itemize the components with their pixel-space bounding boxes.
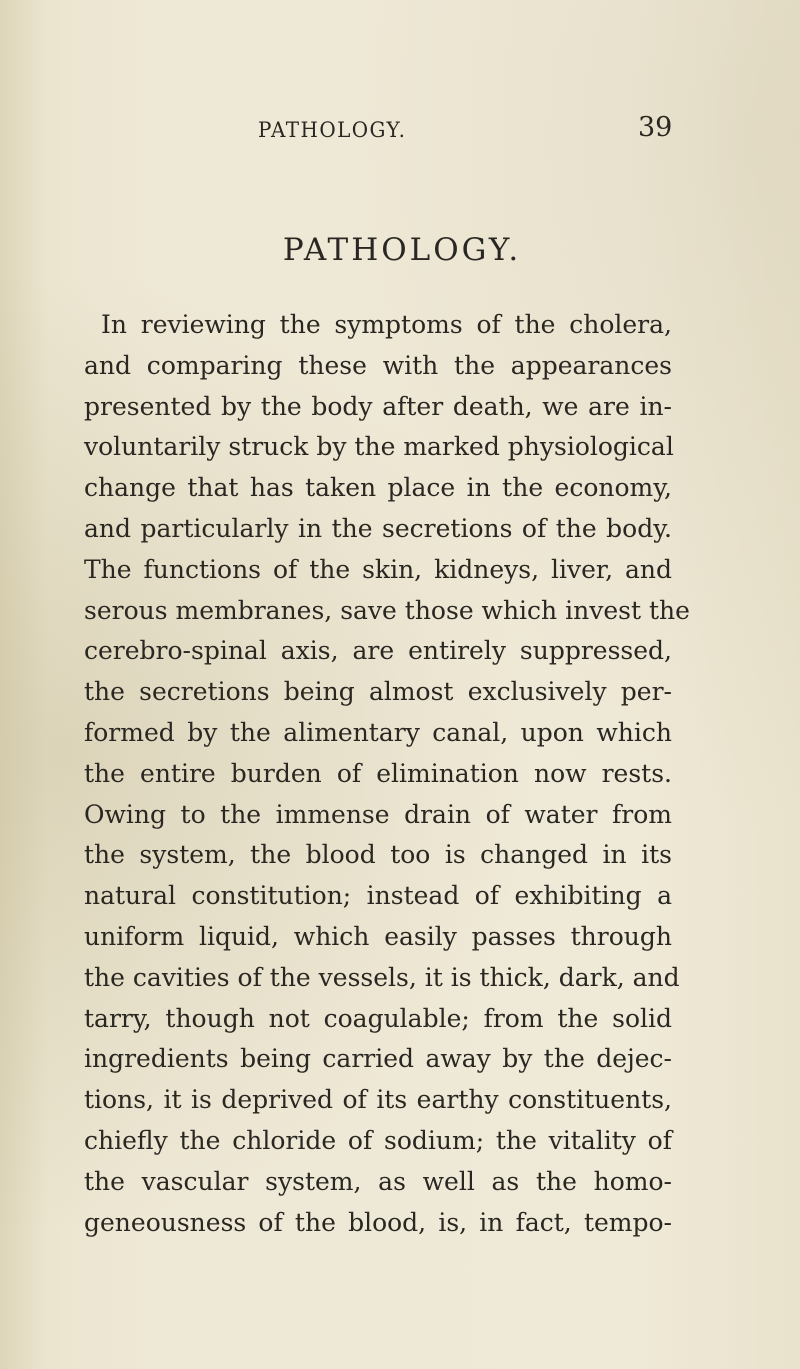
text-line: and particularly in the secretions of the body.	[84, 513, 672, 543]
text-line: change that has taken place in the economy,	[84, 473, 672, 503]
text-line: tions, it is deprived of its earthy constituents,	[84, 1085, 672, 1115]
text-line: The functions of the skin, kidneys, liver, and	[84, 554, 672, 584]
text-line: formed by the alimentary canal, upon which	[84, 717, 672, 747]
text-line: serous membranes, save those which invest the	[84, 595, 690, 625]
page-number: 39	[638, 112, 673, 143]
text-line: In reviewing the symptoms of the cholera,	[101, 310, 672, 339]
section-heading: PATHOLOGY.	[282, 232, 522, 268]
text-line: ingredients being carried away by the dejec-	[84, 1044, 672, 1074]
text-line: Owing to the immense drain of water from	[84, 799, 672, 829]
text-line: cerebro-spinal axis, are entirely suppressed,	[84, 636, 672, 666]
text-line: natural constitution; instead of exhibiting a	[84, 881, 672, 911]
text-line: the entire burden of elimination now rests.	[84, 758, 672, 788]
text-line: voluntarily struck by the marked physiological	[84, 432, 674, 462]
text-line: uniform liquid, which easily passes through	[84, 921, 672, 951]
text-line: the cavities of the vessels, it is thick, dark, and	[84, 962, 680, 992]
text-line: chiefly the chloride of sodium; the vitality of	[84, 1125, 672, 1155]
text-line: the secretions being almost exclusively per-	[84, 677, 672, 707]
text-line: presented by the body after death, we are in-	[84, 391, 672, 421]
text-line: geneousness of the blood, is, in fact, tempo-	[84, 1207, 672, 1237]
running-head	[0, 108, 800, 148]
running-title: PATHOLOGY.	[258, 118, 407, 142]
text-line: and comparing these with the appearances	[84, 350, 672, 380]
body-paragraph	[84, 305, 690, 1243]
text-line: the system, the blood too is changed in its	[84, 840, 672, 870]
text-line: the vascular system, as well as the homo-	[84, 1166, 672, 1196]
text-line: tarry, though not coagulable; from the solid	[84, 1003, 672, 1033]
